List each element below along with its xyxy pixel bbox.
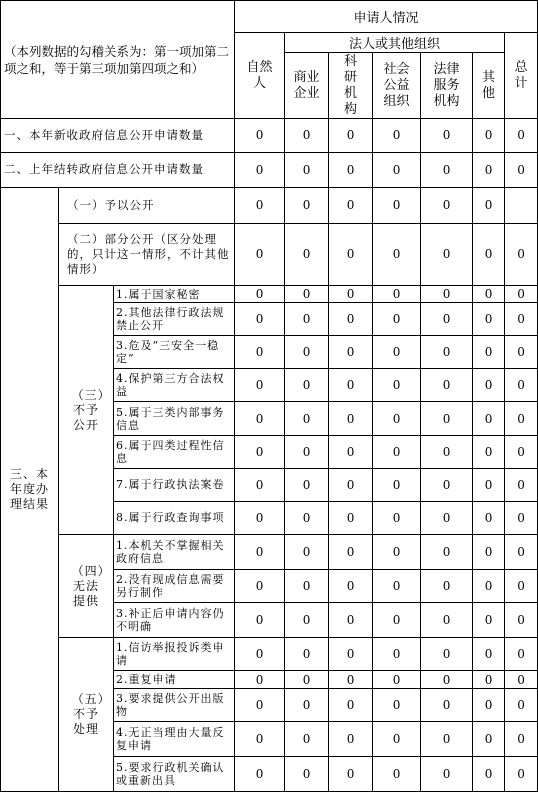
cell-research: 0 — [329, 435, 373, 468]
cell-other: 0 — [473, 756, 505, 791]
cell-other: 0 — [473, 223, 505, 285]
row-label: （一）予以公开 — [59, 187, 235, 223]
cell-total: 0 — [505, 303, 538, 336]
cell-research: 0 — [329, 534, 373, 569]
cell-research: 0 — [329, 603, 373, 638]
cell-legal: 0 — [421, 671, 473, 688]
cell-natural: 0 — [235, 638, 285, 671]
col-total: 总计 — [505, 33, 538, 119]
cell-research: 0 — [329, 402, 373, 435]
cell-natural: 0 — [235, 603, 285, 638]
row-label: 1.本机关不掌握相关政府信息 — [114, 534, 235, 569]
table-row — [1, 223, 538, 285]
col-social: 社会公益组织 — [373, 53, 421, 119]
cell-natural: 0 — [235, 534, 285, 569]
cell-total: 0 — [505, 336, 538, 369]
group-3-label: （三）不予公开 — [59, 286, 114, 535]
cell-research: 0 — [329, 501, 373, 534]
cell-research: 0 — [329, 570, 373, 603]
cell-legal: 0 — [421, 119, 473, 152]
cell-legal: 0 — [421, 570, 473, 603]
cell-total: 0 — [505, 286, 538, 303]
row-label: 8.属于行政查询事项 — [114, 501, 235, 534]
cell-social: 0 — [373, 501, 421, 534]
cell-research: 0 — [329, 688, 373, 721]
cell-legal: 0 — [421, 534, 473, 569]
cell-natural: 0 — [235, 187, 285, 223]
row-label: 2.没有现成信息需要另行制作 — [114, 570, 235, 603]
cell-research: 0 — [329, 223, 373, 285]
cell-other: 0 — [473, 152, 505, 187]
cell-legal: 0 — [421, 688, 473, 721]
table-row — [1, 534, 538, 569]
cell-commercial: 0 — [285, 671, 329, 688]
col-other: 其他 — [473, 53, 505, 119]
cell-commercial: 0 — [285, 603, 329, 638]
cell-social: 0 — [373, 119, 421, 152]
cell-research: 0 — [329, 369, 373, 402]
cell-social: 0 — [373, 187, 421, 223]
row-label: 3.危及“三安全一稳定” — [114, 336, 235, 369]
cell-total: 0 — [505, 756, 538, 791]
cell-other: 0 — [473, 303, 505, 336]
cell-research: 0 — [329, 152, 373, 187]
cell-total: 0 — [505, 223, 538, 285]
cell-natural: 0 — [235, 119, 285, 152]
cell-other: 0 — [473, 435, 505, 468]
row-label: 1.信访举报投诉类申请 — [114, 638, 235, 671]
cell-other: 0 — [473, 671, 505, 688]
cell-social: 0 — [373, 435, 421, 468]
cell-research: 0 — [329, 468, 373, 501]
cell-research: 0 — [329, 756, 373, 791]
cell-commercial: 0 — [285, 688, 329, 721]
cell-legal: 0 — [421, 152, 473, 187]
cell-natural: 0 — [235, 756, 285, 791]
cell-commercial: 0 — [285, 638, 329, 671]
cell-natural: 0 — [235, 303, 285, 336]
table-row — [1, 119, 538, 152]
cell-commercial: 0 — [285, 435, 329, 468]
cell-legal: 0 — [421, 223, 473, 285]
cell-research: 0 — [329, 336, 373, 369]
cell-natural: 0 — [235, 152, 285, 187]
cell-natural: 0 — [235, 336, 285, 369]
cell-research: 0 — [329, 187, 373, 223]
cell-other: 0 — [473, 336, 505, 369]
group-5-label: （五）不予处理 — [59, 638, 114, 792]
cell-legal: 0 — [421, 187, 473, 223]
cell-social: 0 — [373, 603, 421, 638]
cell-other: 0 — [473, 570, 505, 603]
table-row — [1, 286, 538, 303]
cell-other: 0 — [473, 286, 505, 303]
cell-natural: 0 — [235, 369, 285, 402]
cell-commercial: 0 — [285, 501, 329, 534]
cell-total: 0 — [505, 119, 538, 152]
section-3-label: 三、本年度办理结果 — [1, 187, 59, 791]
cell-commercial: 0 — [285, 187, 329, 223]
cell-natural: 0 — [235, 286, 285, 303]
row-label: 二、上年结转政府信息公开申请数量 — [1, 152, 235, 187]
cell-total: 0 — [505, 688, 538, 721]
cell-other: 0 — [473, 501, 505, 534]
cell-natural: 0 — [235, 402, 285, 435]
legal-person-header: 法人或其他组织 — [285, 33, 505, 53]
cell-commercial: 0 — [285, 534, 329, 569]
cell-total: 0 — [505, 152, 538, 187]
table-note: （本列数据的勾稽关系为：第一项加第二项之和，等于第三项加第四项之和） — [1, 1, 235, 119]
cell-natural: 0 — [235, 721, 285, 756]
cell-commercial: 0 — [285, 152, 329, 187]
cell-other: 0 — [473, 468, 505, 501]
cell-other: 0 — [473, 688, 505, 721]
cell-research: 0 — [329, 721, 373, 756]
cell-legal: 0 — [421, 402, 473, 435]
row-label: 4.无正当理由大量反复申请 — [114, 721, 235, 756]
cell-social: 0 — [373, 756, 421, 791]
cell-natural: 0 — [235, 501, 285, 534]
cell-natural: 0 — [235, 671, 285, 688]
cell-research: 0 — [329, 119, 373, 152]
cell-social: 0 — [373, 336, 421, 369]
cell-legal: 0 — [421, 336, 473, 369]
cell-legal: 0 — [421, 501, 473, 534]
cell-research: 0 — [329, 303, 373, 336]
col-commercial: 商业企业 — [285, 53, 329, 119]
cell-legal: 0 — [421, 468, 473, 501]
cell-natural: 0 — [235, 468, 285, 501]
cell-other: 0 — [473, 119, 505, 152]
cell-commercial: 0 — [285, 468, 329, 501]
cell-commercial: 0 — [285, 570, 329, 603]
row-label: 1.属于国家秘密 — [114, 286, 235, 303]
cell-total: 0 — [505, 638, 538, 671]
cell-other: 0 — [473, 721, 505, 756]
cell-social: 0 — [373, 688, 421, 721]
cell-social: 0 — [373, 570, 421, 603]
row-label: 4.保护第三方合法权益 — [114, 369, 235, 402]
cell-total: 0 — [505, 369, 538, 402]
cell-commercial: 0 — [285, 119, 329, 152]
applicant-info-header: 申请人情况 — [235, 1, 538, 33]
cell-social: 0 — [373, 286, 421, 303]
cell-natural: 0 — [235, 223, 285, 285]
cell-natural: 0 — [235, 570, 285, 603]
col-legal: 法律服务机构 — [421, 53, 473, 119]
row-label: 3.要求提供公开出版物 — [114, 688, 235, 721]
col-natural-person: 自然人 — [235, 33, 285, 119]
cell-total: 0 — [505, 603, 538, 638]
cell-other: 0 — [473, 402, 505, 435]
cell-social: 0 — [373, 369, 421, 402]
cell-social: 0 — [373, 671, 421, 688]
cell-other: 0 — [473, 638, 505, 671]
cell-total: 0 — [505, 570, 538, 603]
cell-total: 0 — [505, 402, 538, 435]
cell-total: 0 — [505, 468, 538, 501]
cell-social: 0 — [373, 223, 421, 285]
cell-commercial: 0 — [285, 286, 329, 303]
cell-commercial: 0 — [285, 336, 329, 369]
cell-other: 0 — [473, 534, 505, 569]
cell-natural: 0 — [235, 688, 285, 721]
cell-legal: 0 — [421, 721, 473, 756]
cell-social: 0 — [373, 638, 421, 671]
row-label: 6.属于四类过程性信息 — [114, 435, 235, 468]
row-label: 2.其他法律行政法规禁止公开 — [114, 303, 235, 336]
cell-other: 0 — [473, 369, 505, 402]
cell-social: 0 — [373, 468, 421, 501]
cell-social: 0 — [373, 152, 421, 187]
cell-commercial: 0 — [285, 223, 329, 285]
cell-research: 0 — [329, 286, 373, 303]
cell-natural: 0 — [235, 435, 285, 468]
cell-other: 0 — [473, 187, 505, 223]
cell-total: 0 — [505, 501, 538, 534]
table-row — [1, 187, 538, 223]
cell-total: 0 — [505, 435, 538, 468]
cell-total: 0 — [505, 721, 538, 756]
row-label: 一、本年新收政府信息公开申请数量 — [1, 119, 235, 152]
cell-commercial: 0 — [285, 303, 329, 336]
cell-commercial: 0 — [285, 402, 329, 435]
cell-research: 0 — [329, 671, 373, 688]
cell-legal: 0 — [421, 303, 473, 336]
cell-commercial: 0 — [285, 756, 329, 791]
cell-other: 0 — [473, 603, 505, 638]
cell-legal: 0 — [421, 435, 473, 468]
cell-research: 0 — [329, 638, 373, 671]
table-row — [1, 152, 538, 187]
cell-total — [505, 187, 538, 223]
cell-commercial: 0 — [285, 721, 329, 756]
group-4-label: （四）无法提供 — [59, 534, 114, 637]
table-row — [1, 638, 538, 671]
row-label: 3.补正后申请内容仍不明确 — [114, 603, 235, 638]
row-label: （二）部分公开（区分处理的，只计这一情形，不计其他情形） — [59, 223, 235, 285]
cell-social: 0 — [373, 303, 421, 336]
cell-total: 0 — [505, 534, 538, 569]
cell-social: 0 — [373, 534, 421, 569]
cell-commercial: 0 — [285, 369, 329, 402]
cell-social: 0 — [373, 402, 421, 435]
cell-legal: 0 — [421, 286, 473, 303]
cell-legal: 0 — [421, 603, 473, 638]
row-label: 5.属于三类内部事务信息 — [114, 402, 235, 435]
row-label: 2.重复申请 — [114, 671, 235, 688]
cell-total: 0 — [505, 671, 538, 688]
cell-legal: 0 — [421, 638, 473, 671]
row-label: 7.属于行政执法案卷 — [114, 468, 235, 501]
cell-legal: 0 — [421, 756, 473, 791]
col-research: 科研机构 — [329, 53, 373, 119]
cell-social: 0 — [373, 721, 421, 756]
row-label: 5.要求行政机关确认或重新出具 — [114, 756, 235, 791]
cell-legal: 0 — [421, 369, 473, 402]
